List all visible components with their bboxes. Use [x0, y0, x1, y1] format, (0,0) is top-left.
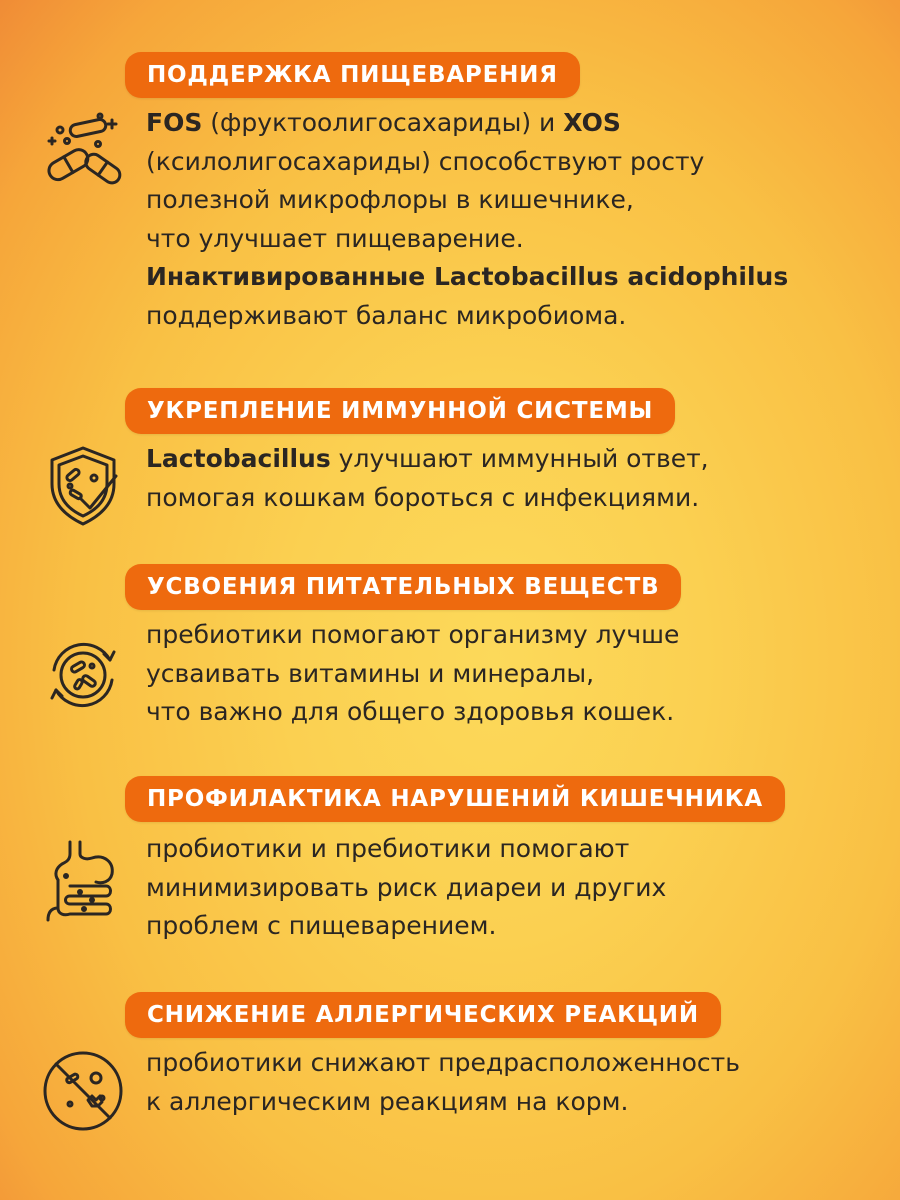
body-line: помогая кошкам бороться с инфекциями.: [146, 482, 700, 512]
body-line: что улучшает пищеварение.: [146, 223, 524, 253]
shield-bacteria-icon: [40, 442, 126, 528]
intestine-icon: [40, 838, 126, 924]
body-line: Инактивированные Lactobacillus acidophilus: [146, 262, 789, 291]
body-line: FOS (фруктоолигосахариды) и XOS: [146, 108, 621, 137]
capsules-icon: [40, 108, 126, 194]
body-line: пребиотики помогают организму лучше: [146, 620, 680, 649]
bacteria-cycle-icon: [40, 632, 126, 718]
body-line: поддерживают баланс микробиома.: [146, 300, 627, 330]
section-body: [146, 440, 709, 517]
section-title: УСВОЕНИЯ ПИТАТЕЛЬНЫХ ВЕЩЕСТВ: [125, 564, 681, 610]
section-body: [146, 830, 666, 946]
no-allergen-icon: [40, 1048, 126, 1134]
section-title: СНИЖЕНИЕ АЛЛЕРГИЧЕСКИХ РЕАКЦИЙ: [125, 992, 721, 1038]
section-body: [146, 1044, 740, 1121]
body-line: полезной микрофлоры в кишечнике,: [146, 185, 634, 214]
body-line: (ксилолигосахариды) способствуют росту: [146, 146, 705, 176]
section-title: ПРОФИЛАКТИКА НАРУШЕНИЙ КИШЕЧНИКА: [125, 776, 785, 822]
section-body: [146, 616, 679, 732]
body-line: усваивать витамины и минералы,: [146, 658, 595, 688]
body-line: проблем с пищеварением.: [146, 911, 497, 940]
body-line: Lactobacillus улучшают иммунный ответ,: [146, 444, 709, 473]
body-line: что важно для общего здоровья кошек.: [146, 697, 675, 726]
section-title: ПОДДЕРЖКА ПИЩЕВАРЕНИЯ: [125, 52, 580, 98]
body-line: пробиотики снижают предрасположенность: [146, 1048, 740, 1077]
body-line: минимизировать риск диареи и других: [146, 872, 667, 902]
body-line: к аллергическим реакциям на корм.: [146, 1086, 629, 1116]
section-body: [146, 104, 788, 335]
section-title: УКРЕПЛЕНИЕ ИММУННОЙ СИСТЕМЫ: [125, 388, 675, 434]
body-line: пробиотики и пребиотики помогают: [146, 834, 630, 863]
